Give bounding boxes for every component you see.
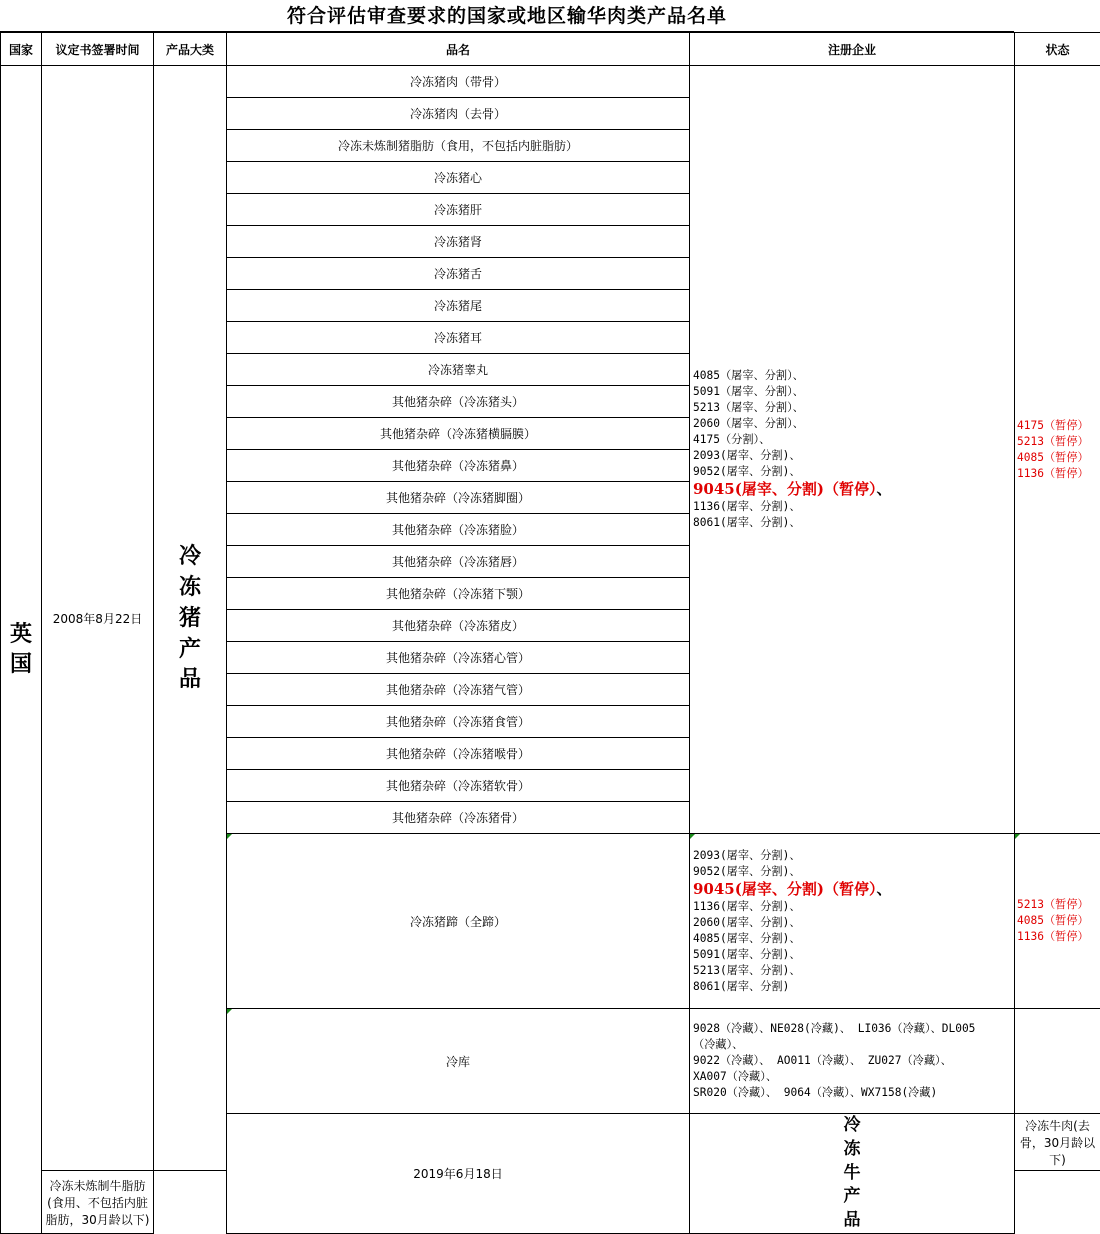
product-name: 冷冻猪睾丸 [227,354,690,386]
date-cell-pork: 2008年8月22日 [42,66,154,1171]
enterprise-entry: 2060（屠宰、分割）、 [693,416,1011,432]
enterprise-entry: SR020（冷藏）、 9064（冷藏）、WX7158(冷藏) [693,1085,1011,1101]
enterprise-entry: XA007（冷藏）、 [693,1069,1011,1085]
product-name: 其他猪杂碎（冷冻猪脸） [227,514,690,546]
enterprise-entry: 1136(屠宰、分割)、 [693,499,1011,515]
header-date: 议定书签署时间 [42,33,154,66]
header-status: 状态 [1015,33,1100,66]
header-enterprise: 注册企业 [690,33,1015,66]
country-name: 英国 [9,619,33,681]
product-name: 冷冻牛肉(去骨，30月龄以下) [1015,1114,1100,1171]
header-product: 品名 [227,33,690,66]
enterprise-entry: 4085(屠宰、分割)、 [693,931,1011,947]
enterprise-list-pork [690,66,1015,834]
enterprise-entry: 1136(屠宰、分割)、 [693,899,1011,915]
product-name: 其他猪杂碎（冷冻猪下颚） [227,578,690,610]
product-name: 冷冻猪尾 [227,290,690,322]
product-name: 冷冻未炼制牛脂肪(食用、不包括内脏脂肪，30月龄以下) [42,1171,154,1234]
product-name: 其他猪杂碎（冷冻猪头） [227,386,690,418]
enterprise-entry: 5213(屠宰、分割)、 [693,963,1011,979]
enterprise-entry: 4175（分割）、 [693,432,1011,448]
enterprise-entry: 9028（冷藏）、NE028(冷藏)、 LI036（冷藏）、DL005 [693,1021,1011,1037]
enterprise-entry: 9052(屠宰、分割)、 [693,864,1011,880]
page-title: 符合评估审查要求的国家或地区输华肉类产品名单 [0,0,1014,32]
product-name: 其他猪杂碎（冷冻猪食管） [227,706,690,738]
status-entry: 5213（暂停） [1017,897,1098,913]
status-entry: 4085（暂停） [1017,913,1098,929]
status-entry: 1136（暂停） [1017,466,1098,482]
header-category: 产品大类 [154,33,227,66]
product-name: 冷冻猪耳 [227,322,690,354]
product-name: 其他猪杂碎（冷冻猪气管） [227,674,690,706]
status-list-pork [1015,66,1100,834]
product-name: 冷冻猪蹄（全蹄） [227,834,690,1009]
product-name: 冷冻猪肝 [227,194,690,226]
product-name: 其他猪杂碎（冷冻猪横膈膜） [227,418,690,450]
status-entry: 4175（暂停） [1017,418,1098,434]
suspended-enterprise-highlight: 9045(屠宰、分割)（暂停）、 [693,480,1011,499]
product-name: 其他猪杂碎（冷冻猪脚圈） [227,482,690,514]
status-list-trotter [1015,834,1100,1009]
enterprise-entry: 2093(屠宰、分割)、 [693,848,1011,864]
product-name: 冷冻猪舌 [227,258,690,290]
product-name: 其他猪杂碎（冷冻猪喉骨） [227,738,690,770]
product-name: 其他猪杂碎（冷冻猪软骨） [227,770,690,802]
enterprise-entry: 8061(屠宰、分割) [693,979,1011,995]
enterprise-entry: 8061(屠宰、分割)、 [693,515,1011,531]
product-list-table [0,32,1100,1234]
enterprise-entry: 5091(屠宰、分割)、 [693,947,1011,963]
category-name-pork: 冷冻猪产品 [178,541,202,695]
product-name: 其他猪杂碎（冷冻猪鼻） [227,450,690,482]
enterprise-entry: 2093(屠宰、分割)、 [693,448,1011,464]
enterprise-entry: 9022（冷藏）、 AO011（冷藏）、 ZU027（冷藏）、 [693,1053,1011,1069]
category-name-beef: 冷冻牛产品 [843,1114,862,1233]
enterprise-list-trotter [690,834,1015,1009]
country-cell [1,66,42,1234]
category-cell-beef [690,1114,1015,1234]
table-row [1,66,1100,98]
product-name: 冷冻未炼制猪脂肪（食用，不包括内脏脂肪） [227,130,690,162]
product-name: 冷库 [227,1009,690,1114]
product-name: 冷冻猪肾 [227,226,690,258]
enterprise-entry: 9052(屠宰、分割)、 [693,464,1011,480]
product-name: 其他猪杂碎（冷冻猪心管） [227,642,690,674]
enterprise-list-cold-store [690,1009,1015,1114]
product-name: 冷冻猪心 [227,162,690,194]
enterprise-entry: 5213（屠宰、分割）、 [693,400,1011,416]
status-entry: 5213（暂停） [1017,434,1098,450]
header-country: 国家 [1,33,42,66]
enterprise-entry: 5091（屠宰、分割）、 [693,384,1011,400]
status-empty-cold-store [1015,1009,1100,1114]
product-name: 其他猪杂碎（冷冻猪唇） [227,546,690,578]
enterprise-entry: （冷藏）、 [693,1037,1011,1053]
status-entry: 1136（暂停） [1017,929,1098,945]
suspended-enterprise-highlight: 9045(屠宰、分割)（暂停）、 [693,880,1011,899]
enterprise-entry: 4085（屠宰、分割）、 [693,368,1011,384]
status-entry: 4085（暂停） [1017,450,1098,466]
category-cell-pork [154,66,227,1171]
product-name: 其他猪杂碎（冷冻猪皮） [227,610,690,642]
enterprise-entry: 2060(屠宰、分割)、 [693,915,1011,931]
product-name: 冷冻猪肉（带骨） [227,66,690,98]
date-cell-beef: 2019年6月18日 [227,1114,690,1234]
product-name: 冷冻猪肉（去骨） [227,98,690,130]
product-name: 其他猪杂碎（冷冻猪骨） [227,802,690,834]
header-row [1,33,1100,66]
